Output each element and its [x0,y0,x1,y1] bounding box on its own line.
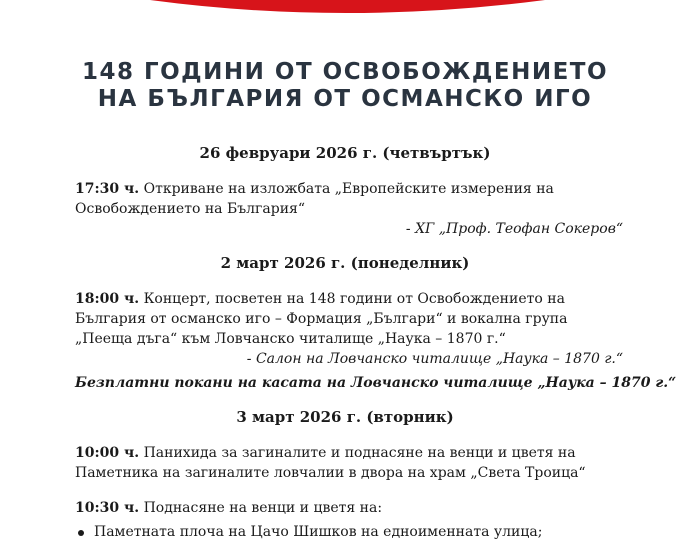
date-heading-feb-26: 26 февруари 2026 г. (четвъртък) [199,144,491,162]
event-3-text: Панихида за загиналите и поднасяне на венци и цветя на [139,445,576,461]
event-1-line-2: Освобождението на България“ [75,201,306,217]
event-4-time: 10:30 ч. [75,500,140,516]
page-title-line-2: НА БЪЛГАРИЯ ОТ ОСМАНСКО ИГО [97,86,593,112]
event-2-line-1 [75,289,635,309]
event-4-line-1 [75,498,635,518]
date-heading-mar-2: 2 март 2026 г. (понеделник) [220,254,470,272]
event-1-time: 17:30 ч. [75,181,140,197]
event-2-text: Концерт, посветен на 148 години от Освобождението на [139,291,565,307]
event-1-text: Откриване на изложбата „Европейските измерения на [139,181,554,197]
event-2-line-3: „Пееща дъга“ към Ловчанско читалище „Наука – 1870 г.“ [75,331,506,347]
event-3-line-1 [75,443,635,463]
event-4-text: Поднасяне на венци и цветя на: [139,500,383,516]
event-3-line-2: Паметника на загиналите ловчалии в двора на храм „Света Троица“ [75,465,586,481]
event-2-time: 18:00 ч. [75,291,140,307]
bullet-item: Паметната плоча на Цачо Шишков на едноименната улица; [94,524,543,540]
event-2-venue: - Салон на Ловчанско читалище „Наука – 1870 г.“ [246,351,623,367]
red-banner [0,0,690,40]
page-title-line-1: 148 ГОДИНИ ОТ ОСВОБОЖДЕНИЕТО [81,59,609,85]
event-3-time: 10:00 ч. [75,445,140,461]
event-1-line-1 [75,179,635,199]
event-1-venue: - ХГ „Проф. Теофан Сокеров“ [405,221,623,237]
date-heading-mar-3: 3 март 2026 г. (вторник) [236,408,454,426]
bullet-dot [78,530,84,536]
event-2-line-2: България от османско иго – Формация „Българи“ и вокална група [75,311,568,327]
free-invitations-note: Безплатни покани на касата на Ловчанско читалище „Наука – 1870 г.“ [75,375,677,391]
